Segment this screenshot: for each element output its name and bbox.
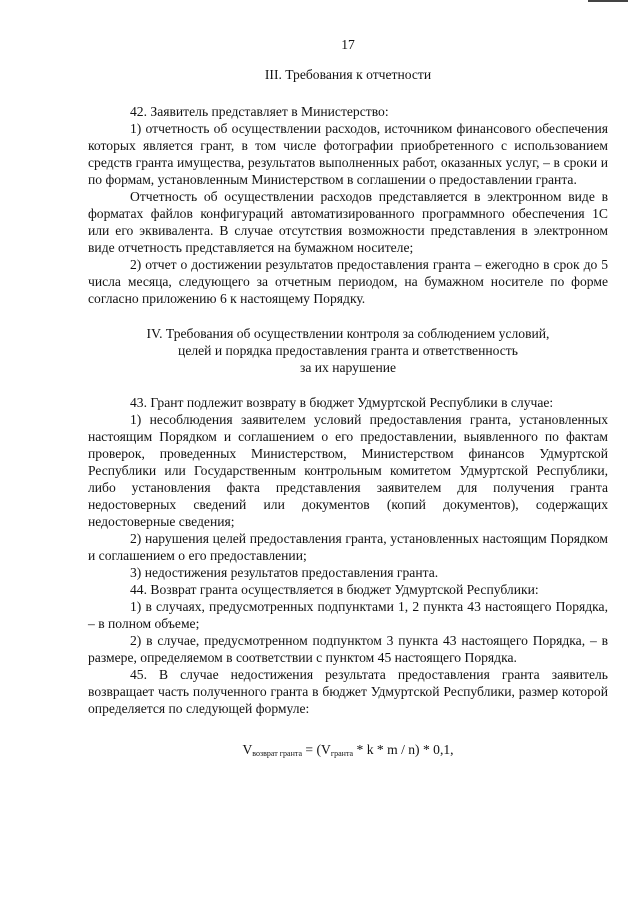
formula-equals: = (V [302,742,331,757]
section-4-title [88,325,608,376]
paragraph-42-2: 2) отчет о достижении результатов предоставления гранта – ежегодно в срок до 5 числа месяца, следующего за отчетным периодом, на бумажном носителе по форме согласно приложению 6 к настоящему Порядку. [88,257,608,306]
page-number: 17 [341,37,355,52]
paragraph-44-1: 1) в случаях, предусмотренных подпунктами 1, 2 пункта 43 настоящего Порядка, – в полном объеме; [88,599,608,631]
paragraph-43-3: 3) недостижения результатов предоставления гранта. [130,565,439,580]
paragraph-42-1-electronic: Отчетность об осуществлении расходов представляется в электронном виде в форматах файлов конфигураций автоматизированного программного обеспечения 1С или его эквивалента. В случае отсутствия возможности представления в электронном виде отчетность представляется на бумажном носителе; [88,189,608,255]
document-page [88,36,608,762]
paragraph-44-2: 2) в случае, предусмотренном подпунктом 3 пункта 43 настоящего Порядка, – в размере, определяемом в соответствии с пунктом 45 настоящего Порядка. [88,633,608,665]
paragraph-44: 44. Возврат гранта осуществляется в бюджет Удмуртской Республики: [130,582,539,597]
paragraph-45: 45. В случае недостижения результата предоставления гранта заявитель возвращает часть полученного гранта в бюджет Удмуртской Республики, размер которой определяется по следующей формуле: [88,667,608,716]
corner-scan-mark [588,0,628,2]
paragraph-43-2: 2) нарушения целей предоставления гранта, установленных настоящим Порядком и соглашением о его предоставлении; [88,531,608,563]
paragraph-42: 42. Заявитель представляет в Министерство: [130,104,389,119]
grant-return-formula [88,741,608,762]
paragraph-43-1: 1) несоблюдения заявителем условий предоставления гранта, установленных настоящим Порядком и соглашением о его предоставлении, выявленного по фактам проверок, проведенных Министерством, Министерством финансов Удмуртской Республики или Государственным контрольным комитетом Удмуртской Республики, либо установления факта представления заявителем для получения гранта недостоверных сведений или документов (копий документов), содержащих недостоверные сведения; [88,412,608,529]
formula-rhs-subscript: гранта [330,749,354,758]
paragraph-43: 43. Грант подлежит возврату в бюджет Удмуртской Республики в случае: [130,395,554,410]
section-4-title-line: IV. Требования об осуществлении контроля за соблюдением условий, [146,326,550,341]
section-4-title-line: за их нарушение [299,360,397,375]
formula-tail: * k * m / n) * 0,1, [353,742,454,757]
section-4-title-line: целей и порядка предоставления гранта и ответственность [178,343,518,358]
section-3-title: III. Требования к отчетности [264,67,432,82]
formula-lhs-subscript: возврат гранта [252,749,303,758]
paragraph-42-1: 1) отчетность об осуществлении расходов, источником финансового обеспечения которых является грант, в том числе фотографии приобретенного с использованием средств гранта имущества, результатов выполненных работ, оказанных услуг, – в сроки и по формам, установленным Министерством в соглашении о предоставлении гранта. [88,121,608,187]
formula-lhs: V [242,742,253,757]
